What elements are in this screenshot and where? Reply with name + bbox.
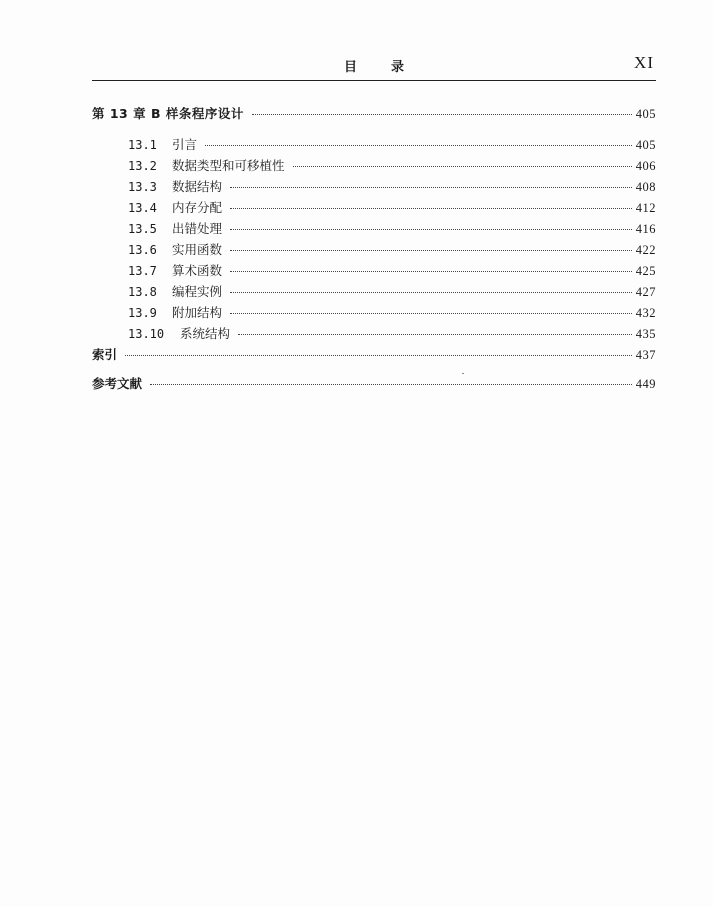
- toc-section[interactable]: [92, 218, 656, 239]
- section-label: 数据类型和可移植性: [172, 158, 285, 173]
- header-title: 目录: [343, 60, 438, 75]
- dot-leader: [230, 187, 632, 188]
- section-label: 内存分配: [172, 200, 223, 215]
- section-number: 13.10: [128, 327, 165, 341]
- section-label: 出错处理: [172, 221, 223, 236]
- table-of-contents: [92, 103, 656, 394]
- dot-leader: [205, 145, 632, 146]
- toc-page-number: 427: [635, 285, 656, 299]
- section-label: 数据结构: [172, 179, 223, 194]
- dot-leader: [230, 229, 632, 230]
- section-number: 13.1: [128, 138, 157, 152]
- toc-page-number: 412: [635, 201, 656, 215]
- dot-leader: [293, 166, 632, 167]
- toc-section[interactable]: [92, 302, 656, 323]
- dot-leader: [150, 384, 632, 385]
- toc-references[interactable]: [92, 373, 656, 394]
- toc-section[interactable]: [92, 260, 656, 281]
- toc-page-number: 405: [635, 138, 656, 152]
- dot-leader: [125, 355, 632, 356]
- header-rule: [92, 80, 656, 81]
- section-number: 13.6: [128, 243, 157, 257]
- index-label: 索引: [92, 347, 118, 362]
- section-number: 13.8: [128, 285, 157, 299]
- section-label: 算术函数: [172, 263, 223, 278]
- toc-page-number: 449: [635, 377, 656, 391]
- section-label: 附加结构: [172, 305, 223, 320]
- section-number: 13.5: [128, 222, 157, 236]
- section-label: 引言: [172, 137, 198, 152]
- toc-page-number: 437: [635, 348, 656, 362]
- toc-section[interactable]: [92, 176, 656, 197]
- toc-page-number: 408: [635, 180, 656, 194]
- dot-leader: [230, 250, 632, 251]
- toc-section[interactable]: [92, 155, 656, 176]
- toc-section[interactable]: [92, 323, 656, 344]
- header-page-number: XI: [634, 53, 654, 72]
- toc-section[interactable]: [92, 239, 656, 260]
- scan-speck: [462, 373, 464, 374]
- dot-leader: [230, 271, 632, 272]
- section-number: 13.7: [128, 264, 157, 278]
- dot-leader: [238, 334, 632, 335]
- section-number: 13.9: [128, 306, 157, 320]
- toc-page-number: 406: [635, 159, 656, 173]
- toc-section[interactable]: [92, 197, 656, 218]
- toc-section[interactable]: [92, 281, 656, 302]
- dot-leader: [230, 208, 632, 209]
- toc-page-number: 422: [635, 243, 656, 257]
- toc-page-number: 405: [635, 107, 656, 121]
- toc-index[interactable]: [92, 344, 656, 365]
- section-label: 系统结构: [180, 326, 231, 341]
- toc-page-number: 416: [635, 222, 656, 236]
- section-number: 13.3: [128, 180, 157, 194]
- dot-leader: [230, 292, 632, 293]
- dot-leader: [252, 114, 632, 115]
- section-number: 13.2: [128, 159, 157, 173]
- section-label: 编程实例: [172, 284, 223, 299]
- toc-page-number: 435: [635, 327, 656, 341]
- toc-section[interactable]: [92, 134, 656, 155]
- running-header: [92, 52, 656, 80]
- section-label: 实用函数: [172, 242, 223, 257]
- references-label: 参考文献: [92, 376, 143, 391]
- toc-page-number: 425: [635, 264, 656, 278]
- section-number: 13.4: [128, 201, 157, 215]
- toc-chapter-label: 第 13 章 B 样条程序设计: [92, 106, 244, 121]
- dot-leader: [230, 313, 632, 314]
- toc-page-number: 432: [635, 306, 656, 320]
- toc-chapter-13[interactable]: [92, 103, 656, 125]
